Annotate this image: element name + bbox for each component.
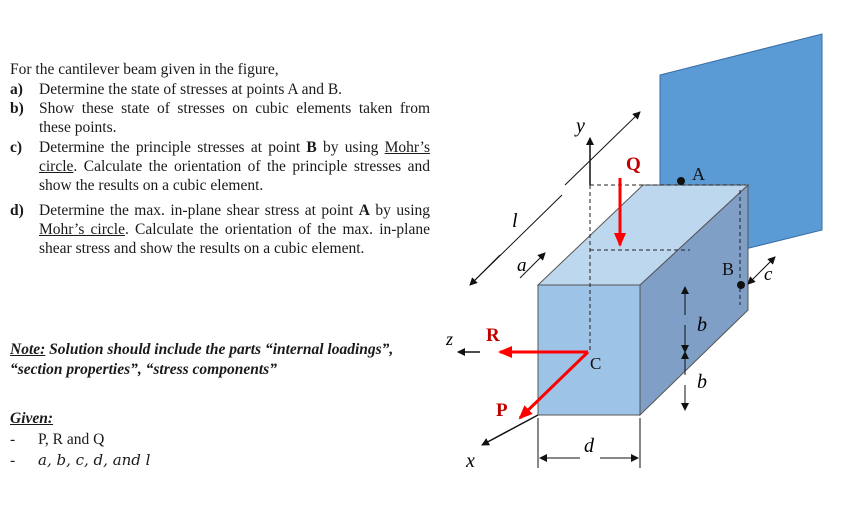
question-c-text-post: . Calculate the orientation of the principle stresses and show the results on a cubic element. — [39, 158, 430, 194]
dimension-c-label: c — [764, 264, 773, 285]
point-a-marker — [677, 177, 685, 185]
question-b-label: b) — [10, 100, 24, 117]
given-bullet: - — [10, 431, 16, 448]
x-axis-label: x — [466, 450, 475, 472]
y-axis-label: y — [576, 115, 585, 137]
question-c-label: c) — [10, 139, 23, 156]
load-q-label: Q — [626, 154, 641, 175]
x-axis — [482, 415, 538, 445]
question-d-mohr-circle: Mohr’s circle — [39, 221, 125, 238]
given-item-dimensions: a, b, c, d, and l — [38, 451, 151, 469]
dimension-c-left — [748, 272, 760, 284]
problem-intro: For the cantilever beam given in the figure, — [10, 61, 279, 78]
dimension-a-label: a — [517, 255, 527, 276]
dimension-d-label: d — [584, 435, 594, 457]
given-label: Given: — [10, 410, 54, 427]
point-b-label: B — [722, 259, 735, 279]
question-c-mohr-circle: Mohr’s circle — [39, 139, 430, 175]
note-text: Solution should include the parts “internal loadings”, “section properties”, “stress components” — [10, 341, 394, 378]
given-bullet: - — [10, 452, 16, 469]
question-d-text-mid: by using — [369, 202, 431, 219]
question-a-label: a) — [10, 81, 23, 98]
length-l-label: l — [512, 210, 518, 232]
load-p-label: P — [496, 400, 508, 421]
length-l-dimension-start — [470, 255, 500, 285]
point-a-label: A — [692, 164, 705, 184]
question-d-text-pre: Determine the max. in-plane shear stress at point — [39, 202, 359, 219]
given-item-loads: P, R and Q — [38, 431, 105, 448]
beam-front-face — [538, 285, 640, 415]
question-c-text-mid: by using — [316, 139, 385, 156]
question-a-text: Determine the state of stresses at points A and B. — [39, 81, 343, 98]
question-d-point: A — [358, 202, 370, 219]
note-label: Note: — [10, 341, 46, 358]
question-c-point: B — [306, 139, 317, 156]
load-r-label: R — [486, 325, 500, 346]
question-d-text-post: . Calculate the orientation of the max. in-plane shear stress and show the results on a cubic element. — [39, 221, 430, 257]
question-c-text-pre: Determine the principle stresses at point — [39, 139, 307, 156]
dimension-b-lower-label: b — [697, 371, 707, 393]
point-b-marker — [737, 281, 745, 289]
question-d-label: d) — [10, 202, 24, 219]
z-axis-label: z — [446, 329, 454, 349]
dimension-b-upper-label: b — [697, 314, 707, 336]
centroid-c-label: C — [590, 354, 602, 373]
question-b-text: Show these state of stresses on cubic elements taken from these points. — [39, 100, 430, 136]
